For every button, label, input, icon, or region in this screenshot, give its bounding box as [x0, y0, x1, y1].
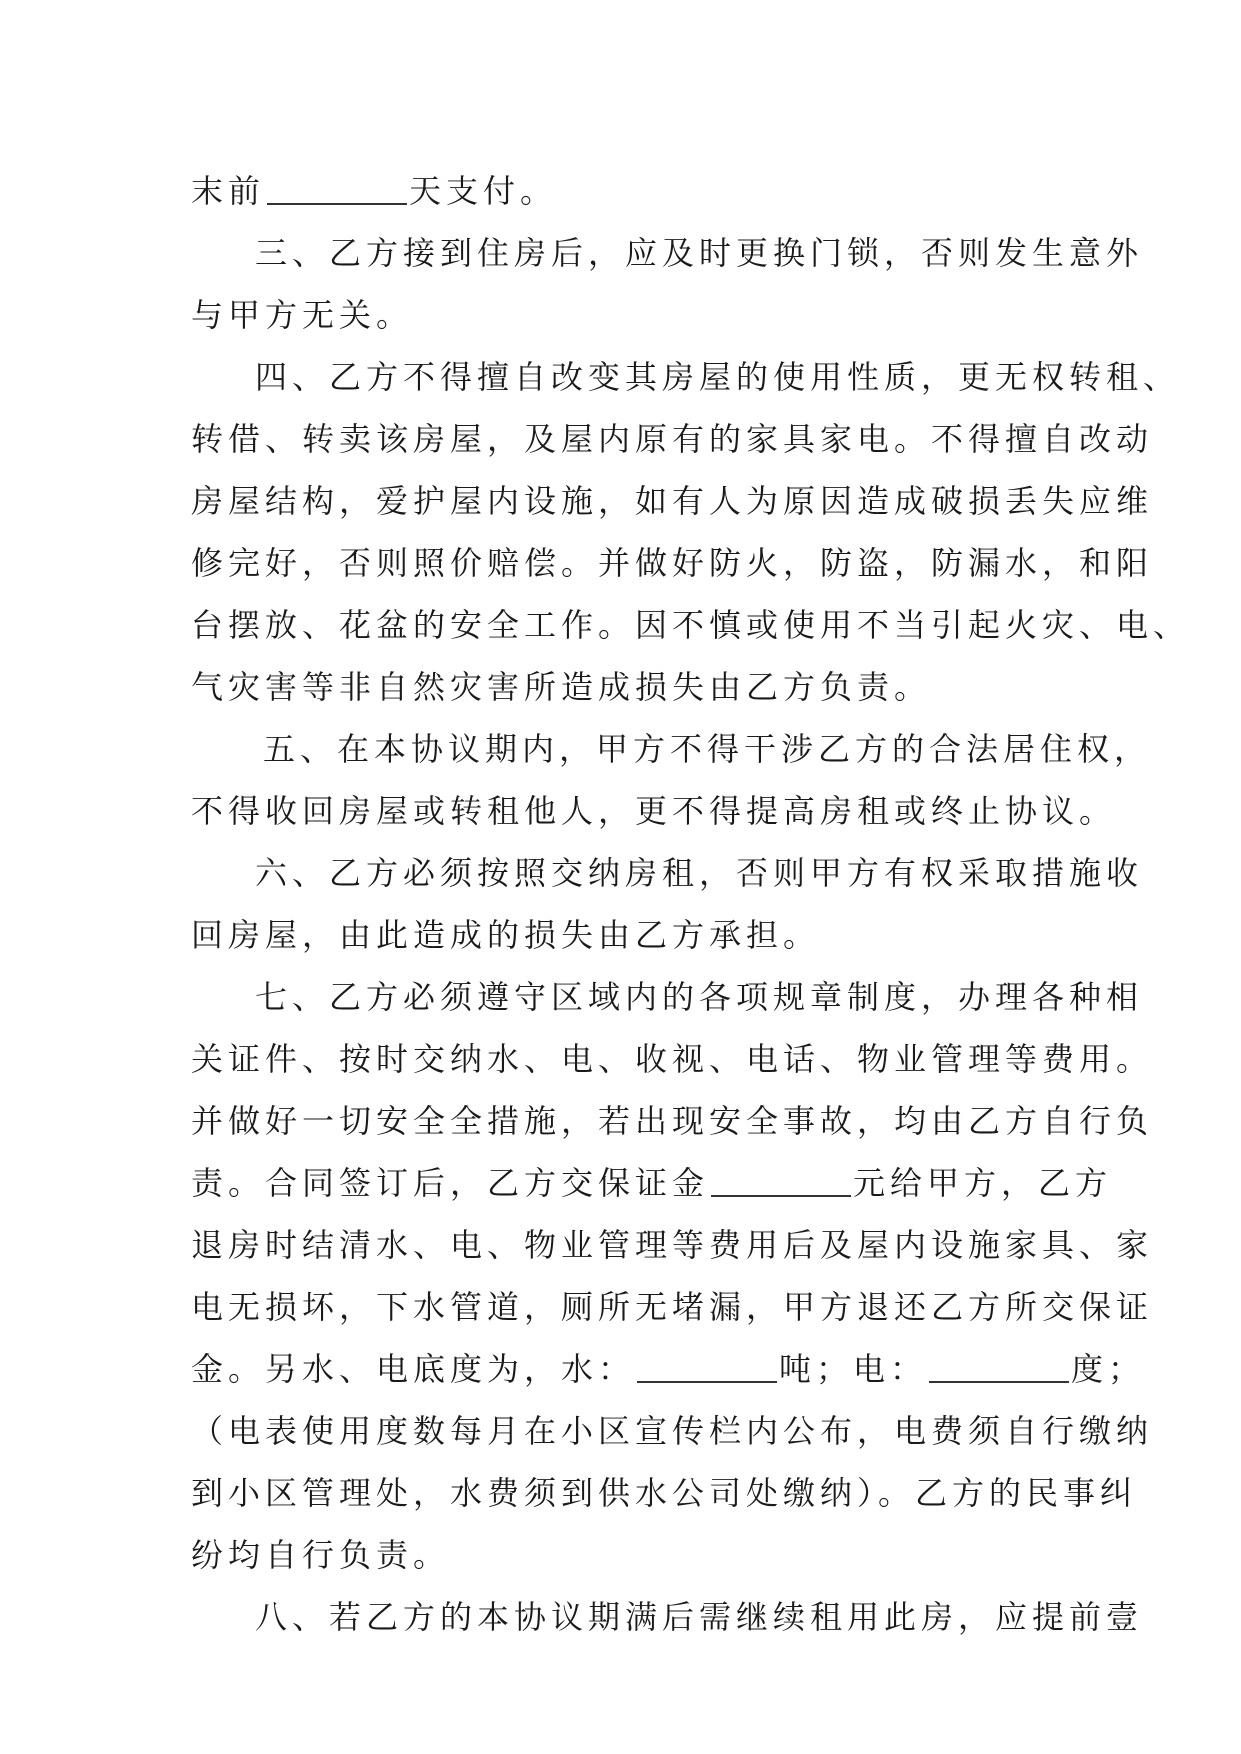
text-line: 退房时结清水、电、物业管理等费用后及屋内设施家具、家: [191, 1226, 1154, 1264]
text-line: [191, 160, 1061, 222]
text-line: 与甲方无关。: [191, 296, 414, 334]
text-line: 气灾害等非自然灾害所造成损失由乙方负责。: [191, 668, 932, 706]
paragraph-start-line: 五、在本协议期内，甲方不得干涉乙方的合法居住权，: [263, 730, 1152, 768]
text-segment: 度；: [1071, 1350, 1146, 1388]
text-line: 台摆放、花盆的安全工作。因不慎或使用不当引起火灾、电、: [191, 606, 1191, 644]
contract-body: [191, 160, 1191, 1648]
text-line: 回房屋，由此造成的损失由乙方承担。: [191, 916, 821, 954]
text-segment: 末前: [191, 172, 266, 210]
text-line: 纷均自行负责。: [191, 1536, 451, 1574]
text-segment: 天支付。: [409, 172, 558, 210]
paragraph-start-line: 四、乙方不得擅自改变其房屋的使用性质，更无权转租、: [255, 358, 1181, 396]
text-line: 房屋结构，爱护屋内设施，如有人为原因造成破损丢失应维: [191, 482, 1154, 520]
text-segment: 责。合同签订后，乙方交保证金: [191, 1164, 710, 1202]
text-line: （电表使用度数每月在小区宣传栏内公布，电费须自行缴纳: [191, 1412, 1154, 1450]
text-segment: 元给甲方，乙方: [853, 1164, 1113, 1202]
text-line: 转借、转卖该房屋，及屋内原有的家具家电。不得擅自改动: [191, 420, 1154, 458]
paragraph-start-line: 三、乙方接到住房后，应及时更换门锁，否则发生意外: [255, 234, 1144, 272]
paragraph-start-line: 六、乙方必须按照交纳房租，否则甲方有权采取措施收: [255, 854, 1144, 892]
text-line: 电无损坏，下水管道，厕所无堵漏，甲方退还乙方所交保证: [191, 1288, 1154, 1326]
paragraph-start-line: 七、乙方必须遵守区域内的各项规章制度，办理各种相: [255, 978, 1144, 1016]
fill-blank: [637, 1380, 777, 1383]
fill-blank: [929, 1380, 1069, 1383]
fill-blank: [267, 202, 407, 205]
text-line: [191, 1152, 1113, 1214]
text-line: 关证件、按时交纳水、电、收视、电话、物业管理等费用。: [191, 1040, 1154, 1078]
text-line: [191, 1338, 1146, 1400]
text-line: 修完好，否则照价赔偿。并做好防火，防盗，防漏水，和阳: [191, 544, 1154, 582]
text-segment: 金。另水、电底度为，水：: [191, 1350, 636, 1388]
text-segment: 吨；电：: [779, 1350, 928, 1388]
text-line: 到小区管理处，水费须到供水公司处缴纳）。乙方的民事纠: [191, 1474, 1138, 1512]
text-line: 并做好一切安全全措施，若出现安全事故，均由乙方自行负: [191, 1102, 1154, 1140]
paragraph-start-line: 八、若乙方的本协议期满后需继续租用此房，应提前壹: [255, 1598, 1144, 1636]
fill-blank: [711, 1194, 851, 1197]
text-line: 不得收回房屋或转租他人，更不得提高房租或终止协议。: [191, 792, 1117, 830]
